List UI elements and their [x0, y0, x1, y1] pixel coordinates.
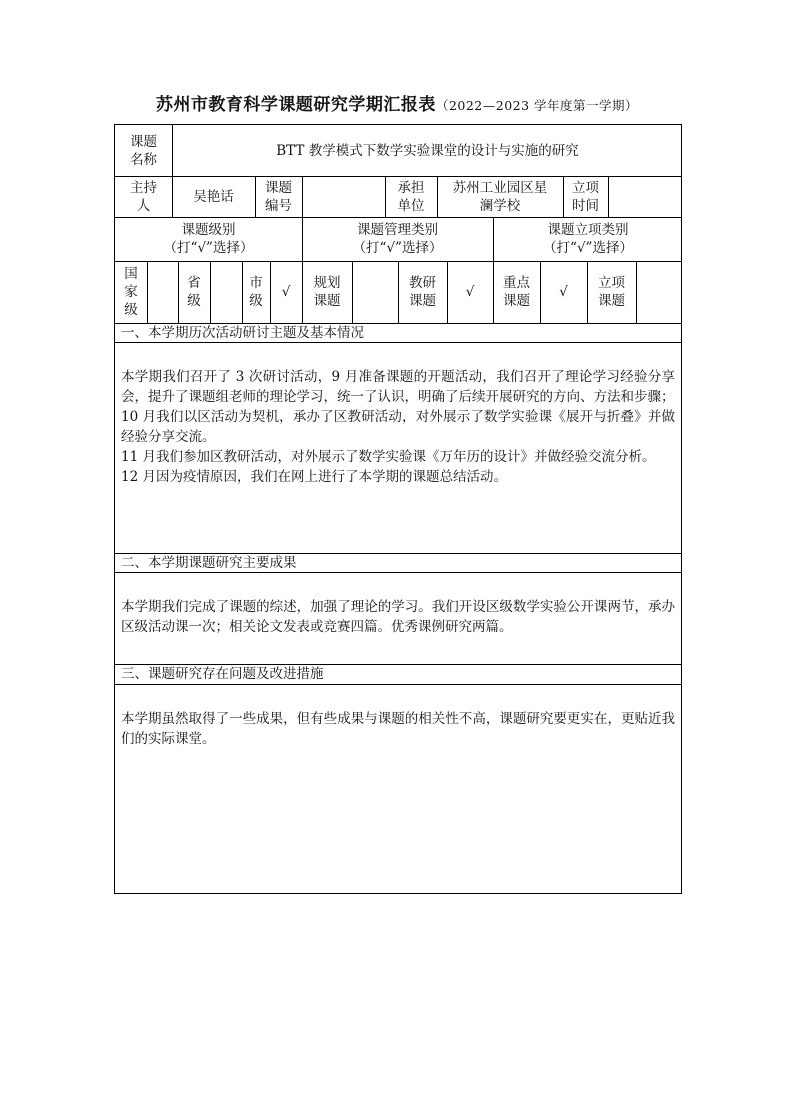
code-label: 课题编号 — [265, 179, 292, 214]
approved-mark-cell[interactable] — [636, 261, 683, 323]
approved-label: 立项课题 — [598, 275, 625, 309]
time-label-cell — [563, 176, 608, 217]
section2-heading: 二、本学期课题研究主要成果 — [121, 555, 297, 571]
city-mark-cell[interactable] — [270, 261, 302, 323]
plan-label-cell — [302, 261, 352, 323]
national-label: 国家级 — [124, 266, 138, 318]
page-title — [0, 90, 794, 115]
host-label-cell — [115, 176, 172, 217]
national-label-cell — [115, 261, 147, 323]
topic-label-cell — [115, 125, 172, 176]
research-mark-cell[interactable] — [447, 261, 493, 323]
section1-paragraph: 10 月我们以区活动为契机，承办了区教研活动，对外展示了数学实验课《展开与折叠》并做经验分享交流。 — [121, 409, 675, 445]
section1-body — [121, 367, 675, 487]
province-label-cell — [178, 261, 210, 323]
mgmt-hint: （打“√”选择） — [352, 240, 443, 256]
approval-header-cell — [493, 217, 683, 261]
level-hint: （打“√”选择） — [163, 240, 254, 256]
row-divider — [115, 684, 681, 685]
key-label-cell — [493, 261, 540, 323]
research-label: 教研课题 — [409, 275, 436, 309]
section3-body — [121, 709, 675, 749]
section1-heading: 一、本学期历次活动研讨主题及基本情况 — [121, 325, 364, 341]
section1-paragraph: 11 月我们参加区教研活动，对外展示了数学实验课《万年历的设计》并做经验交流分析。 — [121, 449, 656, 465]
level-label: 课题级别 — [181, 222, 236, 238]
section1-paragraph: 本学期我们召开了 3 次研讨活动，9 月准备课题的开题活动，我们召开了理论学习经验分享会，提升了课题组老师的理论学习，统一了认识，明确了后续开展研究的方向、方法和步骤； — [121, 369, 675, 405]
unit-label-cell — [385, 176, 437, 217]
approved-label-cell — [587, 261, 636, 323]
section3-heading: 三、课题研究存在问题及改进措施 — [121, 666, 324, 682]
approval-label: 课题立项类别 — [547, 222, 629, 238]
approval-hint: （打“√”选择） — [543, 240, 633, 256]
title-sub: （2022—2023 学年度第一学期） — [435, 98, 639, 113]
mgmt-header-cell — [302, 217, 493, 261]
research-label-cell — [398, 261, 447, 323]
key-check-mark: √ — [559, 284, 568, 300]
unit-label: 承担单位 — [397, 179, 425, 214]
host-value-cell — [172, 176, 255, 217]
plan-mark-cell[interactable] — [352, 261, 398, 323]
topic-label: 课题名称 — [130, 133, 157, 168]
national-mark-cell[interactable] — [147, 261, 178, 323]
host-label: 主持人 — [130, 179, 157, 214]
section2-paragraph: 本学期我们完成了课题的综述，加强了理论的学习。我们开设区级数学实验公开课两节，承办区级活动课一次；相关论文发表或竞赛四篇。优秀课例研究两篇。 — [121, 599, 675, 635]
plan-label: 规划课题 — [313, 275, 341, 309]
topic-value-cell — [172, 125, 683, 176]
city-label: 市级 — [249, 275, 263, 309]
time-label: 立项时间 — [572, 179, 599, 214]
province-label: 省级 — [187, 275, 201, 309]
topic-value: BTT 教学模式下数学实验课堂的设计与实施的研究 — [276, 142, 579, 159]
key-label: 重点课题 — [503, 275, 530, 309]
city-check-mark: √ — [281, 284, 291, 300]
research-check-mark: √ — [465, 284, 475, 300]
report-table — [114, 124, 682, 894]
section3-paragraph: 本学期虽然取得了一些成果，但有些成果与课题的相关性不高，课题研究要更实在，更贴近我们的实际课堂。 — [121, 711, 675, 747]
unit-value: 苏州工业园区星澜学校 — [452, 179, 548, 214]
host-value: 吴艳话 — [193, 188, 234, 205]
level-header-cell — [115, 217, 302, 261]
mgmt-label: 课题管理类别 — [357, 222, 438, 238]
unit-value-cell — [437, 176, 563, 217]
time-value-cell — [608, 176, 683, 217]
section2-body — [121, 597, 675, 637]
title-main: 苏州市教育科学课题研究学期汇报表 — [155, 95, 436, 115]
key-mark-cell[interactable] — [540, 261, 587, 323]
section1-paragraph: 12 月因为疫情原因，我们在网上进行了本学期的课题总结活动。 — [121, 469, 507, 485]
code-label-cell — [255, 176, 302, 217]
row-divider — [115, 572, 681, 573]
province-mark-cell[interactable] — [210, 261, 242, 323]
code-value-cell — [302, 176, 385, 217]
city-label-cell — [242, 261, 270, 323]
row-divider — [115, 342, 681, 343]
